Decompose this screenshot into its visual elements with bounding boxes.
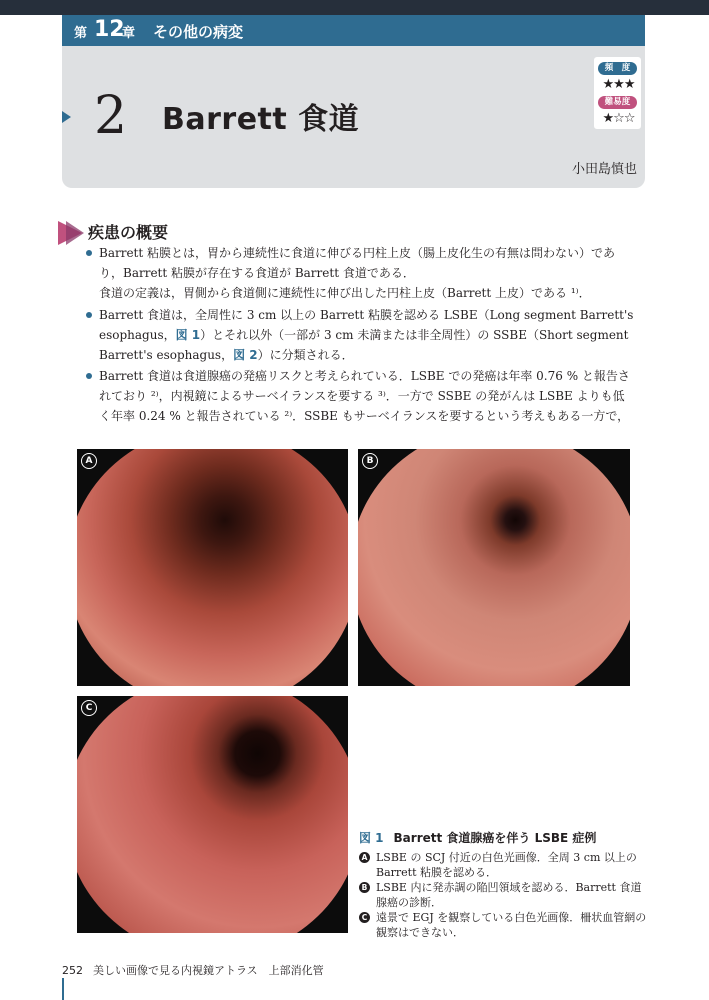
author: 小田島慎也 <box>571 162 637 177</box>
figure-caption <box>359 831 649 940</box>
paragraph-line: 食道の定義は，胃側から食道側に連続性に伸び出した円柱上皮（Barrett 上皮）である ¹⁾． <box>99 286 591 300</box>
caption-item-c <box>359 910 649 940</box>
caption-marker-b: B <box>359 882 370 893</box>
paragraph-line: れており ²⁾，内視鏡によるサーベイランスを要する ³⁾．一方で SSBE の発がんは LSBE よりも低 <box>99 389 625 403</box>
paragraph-line <box>99 345 644 365</box>
caption-label: 図 1 <box>359 831 384 845</box>
caption-title <box>359 831 649 846</box>
text-run: ）とそれ以外（一部が 3 cm 未満または非全周性）の SSBE（Short segment <box>200 328 629 342</box>
caption-title-text: Barrett 食道腺癌を伴う LSBE 症例 <box>393 831 597 845</box>
bullet-paragraph <box>99 366 644 426</box>
caption-line: LSBE の SCJ 付近の白色光画像．全周 3 cm 以上の <box>376 851 637 864</box>
chapter-band <box>62 15 645 46</box>
rating-box <box>594 57 641 129</box>
page-footer <box>62 962 324 978</box>
bullet-icon <box>86 312 92 318</box>
text-run: ）に分類される． <box>257 348 354 362</box>
bullet-icon <box>86 373 92 379</box>
caption-line: 腺癌の診断． <box>376 896 442 909</box>
section-arrow-icon <box>62 111 71 123</box>
chapter-number: 12 <box>94 17 125 42</box>
paragraph-line <box>99 325 644 345</box>
bullet-paragraph <box>99 243 644 303</box>
marker-b: B <box>362 453 378 469</box>
endoscopy-photo-a <box>77 449 348 686</box>
paragraph-line: く年率 0.24 % と報告されている ²⁾．SSBE もサーベイランスを要するという考えもある一方で， <box>99 409 630 423</box>
endoscopy-photo-b <box>358 449 630 686</box>
bullet-icon <box>86 250 92 256</box>
paragraph-line: Barrett 粘膜とは，胃から連続性に食道に伸びる円柱上皮（腸上皮化生の有無は問わない）であ <box>99 246 616 260</box>
overview-heading-text: 疾患の概要 <box>88 223 169 242</box>
endoscopic-view <box>358 449 630 686</box>
caption-marker-a: A <box>359 852 370 863</box>
figure-ref-link[interactable]: 図 2 <box>233 348 258 362</box>
section-title: Barrett 食道 <box>162 102 360 137</box>
endoscopic-view <box>77 449 348 686</box>
text-run: esophagus， <box>99 328 176 342</box>
caption-item-a <box>359 850 649 880</box>
chapter-suffix: 章 <box>122 26 136 41</box>
text-run: Barrett's esophagus， <box>99 348 234 362</box>
marker-c: C <box>81 700 97 716</box>
difficulty-stars: ★☆☆ <box>602 111 635 126</box>
caption-marker-c: C <box>359 912 370 923</box>
frequency-stars: ★★★ <box>602 77 635 92</box>
endoscopy-photo-c <box>77 696 348 933</box>
paragraph-line: Barrett 食道は食道腺癌の発癌リスクと考えられている．LSBE での発癌は年率 0.76 % と報告さ <box>99 369 630 383</box>
marker-a: A <box>81 453 97 469</box>
frequency-badge: 頻 度 <box>598 62 637 75</box>
book-title: 美しい画像で見る内視鏡アトラス 上部消化管 <box>93 964 324 977</box>
paragraph-line: Barrett 食道は，全周性に 3 cm 以上の Barrett 粘膜を認める LSBE（Long segment Barrett's <box>99 308 634 322</box>
caption-line: Barrett 粘膜を認める． <box>376 866 498 879</box>
chapter-prefix: 第 <box>74 26 88 41</box>
figure-ref-link[interactable]: 図 1 <box>175 328 201 342</box>
heading-arrow-shadow-icon <box>66 221 84 245</box>
endoscopic-view <box>77 696 348 933</box>
caption-line: LSBE 内に発赤調の陥凹領域を認める．Barrett 食道 <box>376 881 642 894</box>
section-number: 2 <box>94 86 128 146</box>
footer-rule <box>62 978 64 1000</box>
caption-line: 観察はできない． <box>376 926 464 939</box>
page-number: 252 <box>62 964 83 977</box>
top-bar <box>0 0 709 15</box>
chapter-title: その他の病変 <box>153 23 244 41</box>
bullet-paragraph <box>99 305 644 365</box>
difficulty-badge: 難易度 <box>598 96 637 109</box>
paragraph-line: り，Barrett 粘膜が存在する食道が Barrett 食道である． <box>99 266 415 280</box>
caption-item-b <box>359 880 649 910</box>
caption-line: 遠景で EGJ を観察している白色光画像．柵状血管網の <box>376 911 647 924</box>
